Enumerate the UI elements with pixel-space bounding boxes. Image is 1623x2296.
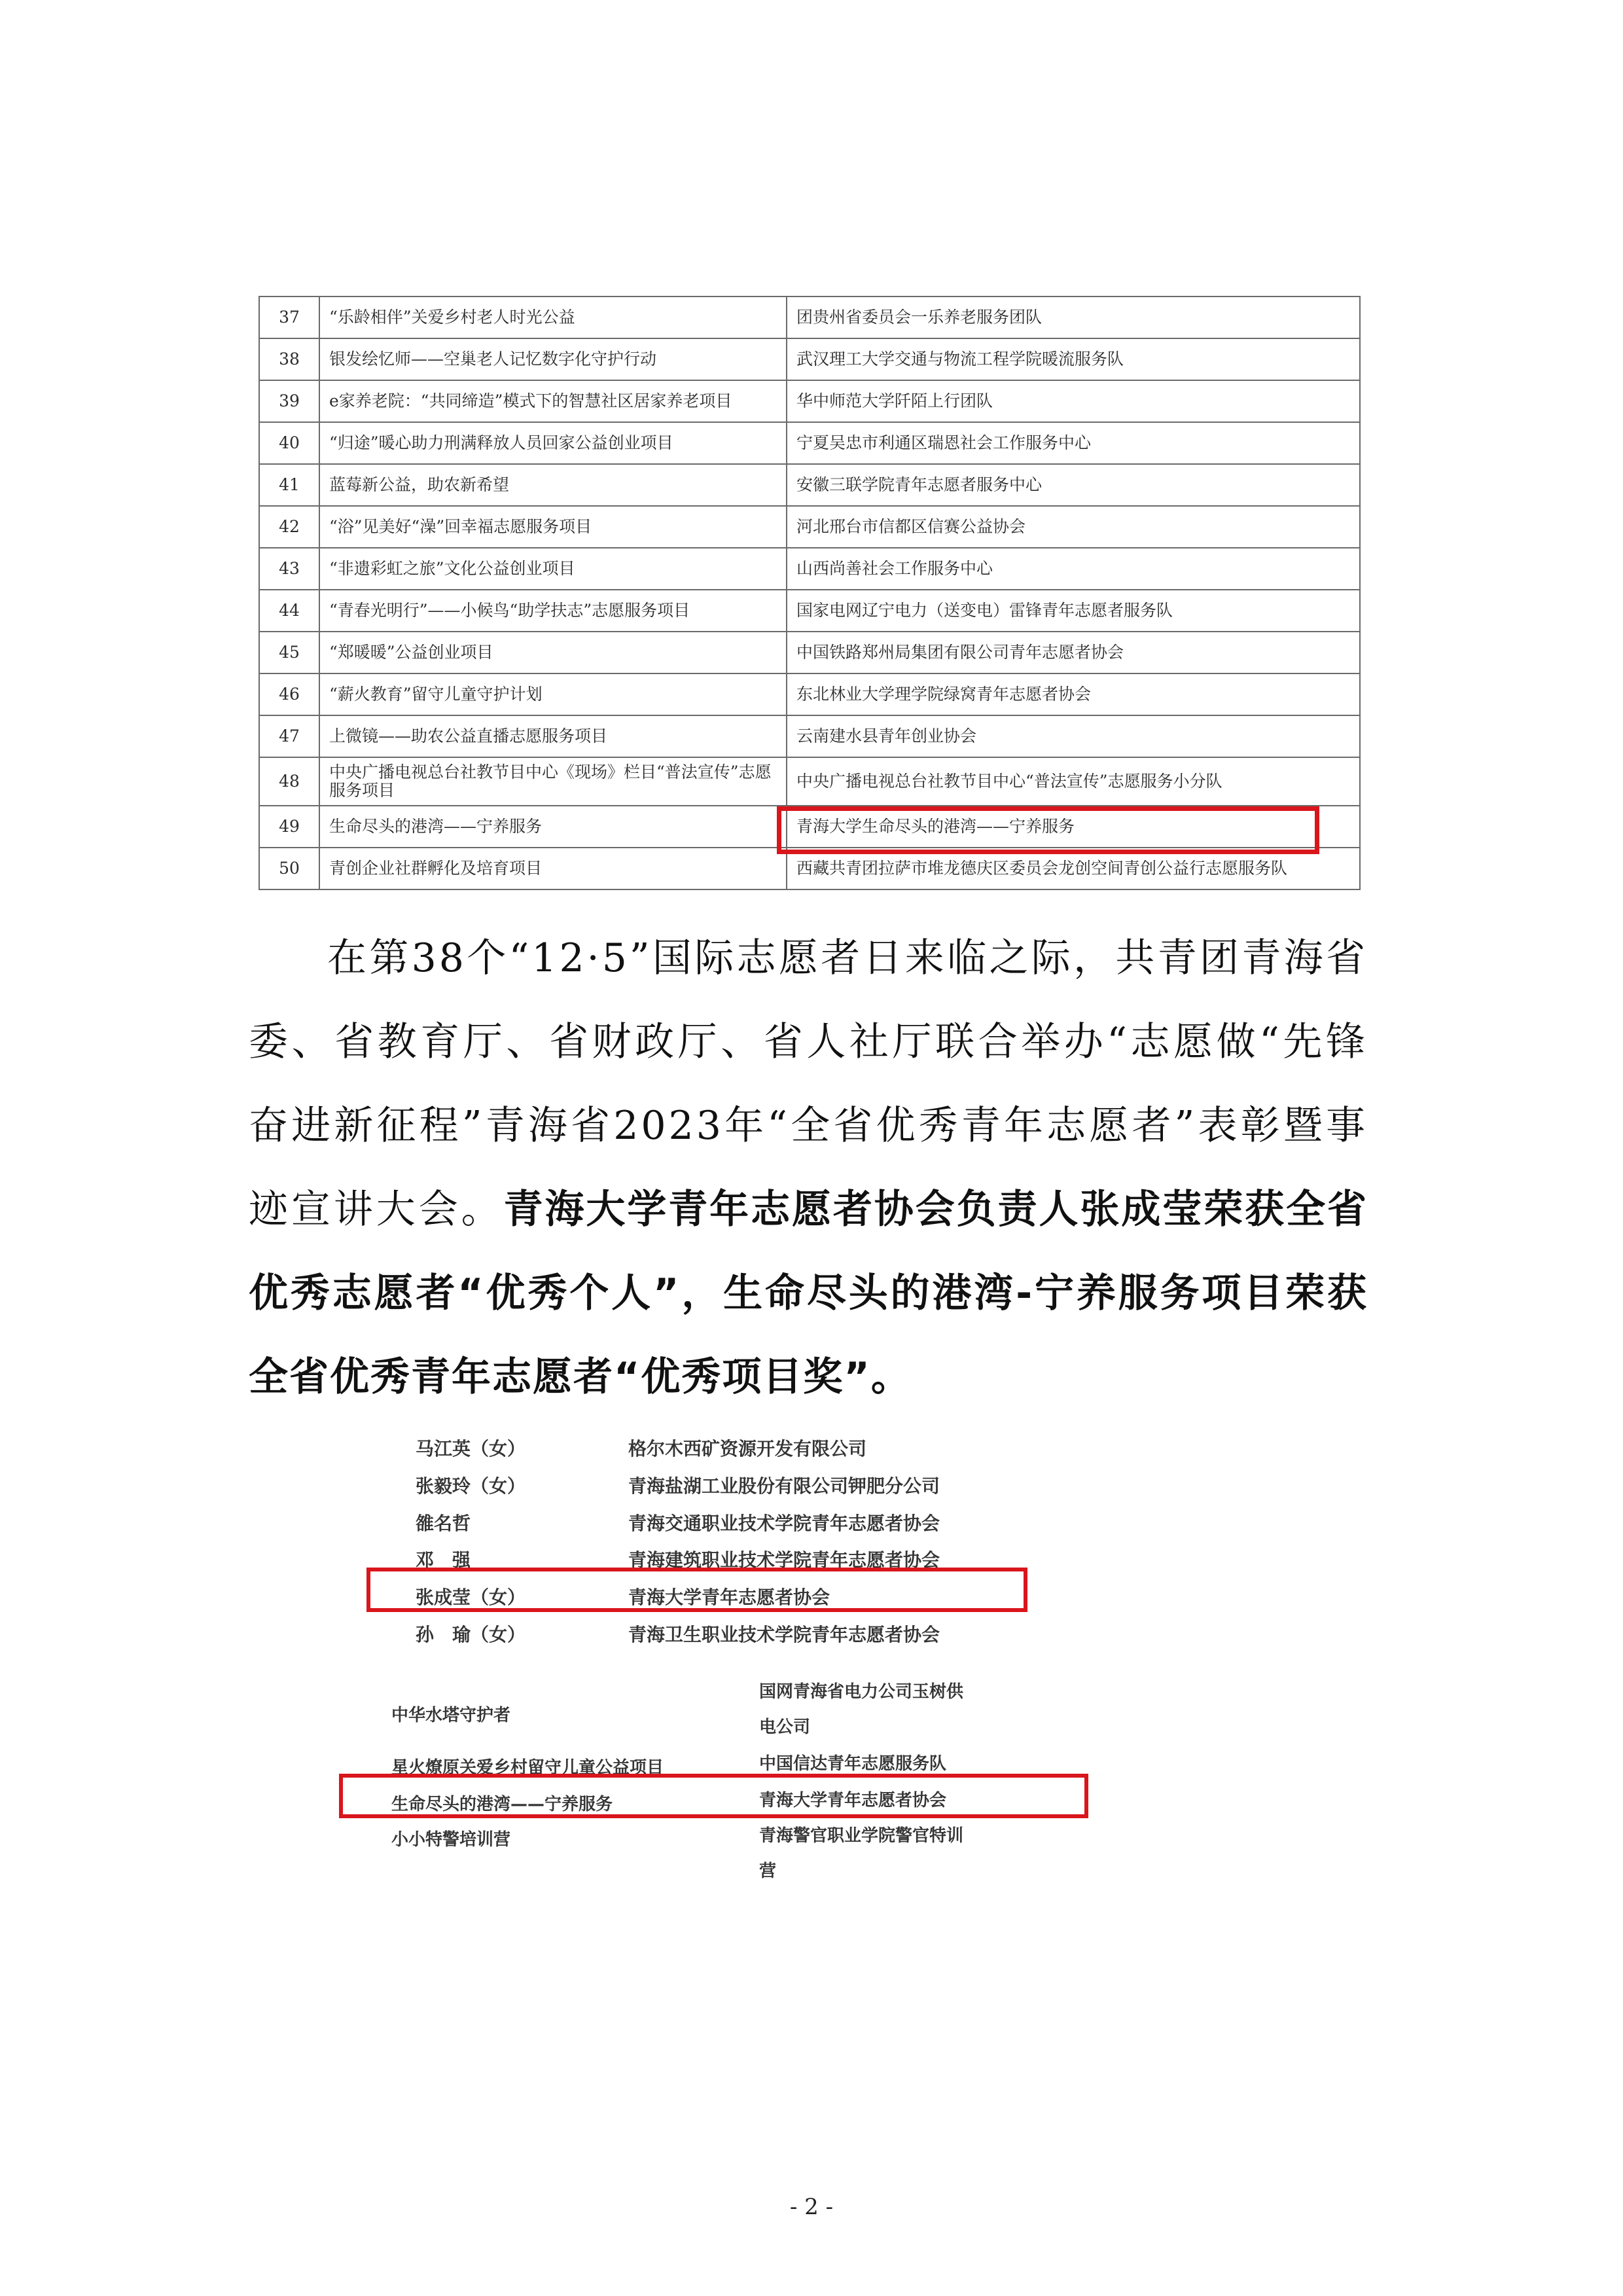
project-row: [391, 1682, 1046, 1761]
row-organization: 青海大学生命尽头的港湾——宁养服务: [787, 806, 1360, 848]
row-number: 49: [259, 806, 319, 848]
project-organization-line1: 青海警官职业学院警官特训: [759, 1826, 964, 1846]
row-project: 青创企业社群孵化及培育项目: [319, 848, 787, 889]
individual-organization: 青海盐湖工业股份有限公司钾肥分公司: [628, 1475, 940, 1497]
table-row: [259, 506, 1360, 548]
project-organization-line1: 中国信达青年志愿服务队: [759, 1754, 947, 1774]
article-text-normal: 在第38个“12·5”国际志愿者日来临之际，共青团青海省委、省教育厅、省财政厅、省人社厅联合举办“志愿做“先锋 奋进新征程”青海省2023年“全省优秀青年志愿者”表彰暨事迹宣讲大会。: [249, 935, 1368, 1232]
article-body: [249, 916, 1368, 1419]
project-award-table: [259, 296, 1361, 890]
row-organization: 武汉理工大学交通与物流工程学院暖流服务队: [787, 338, 1360, 380]
table-row: [259, 296, 1360, 338]
project-name: 星火燎原关爱乡村留守儿童公益项目: [391, 1758, 664, 1778]
individual-row: [416, 1435, 1005, 1461]
row-organization: 宁夏吴忠市利通区瑞恩社会工作服务中心: [787, 422, 1360, 464]
article-paragraph: [249, 916, 1368, 1419]
row-project: 上微镜——助农公益直播志愿服务项目: [319, 715, 787, 757]
row-organization: 西藏共青团拉萨市堆龙德庆区委员会龙创空间青创公益行志愿服务队: [787, 848, 1360, 889]
row-project: “乐龄相伴”关爱乡村老人时光公益: [319, 296, 787, 338]
table-row: [259, 422, 1360, 464]
individual-name: 孙 瑜（女）: [416, 1624, 526, 1645]
individual-row: [416, 1472, 1005, 1498]
individual-organization: 青海交通职业技术学院青年志愿者协会: [628, 1513, 940, 1534]
individual-name: 张成莹（女）: [416, 1587, 526, 1608]
article-text-bold: 青海大学青年志愿者协会负责人张成莹荣获全省优秀志愿者“优秀个人”，生命尽头的港湾-宁养服务项目荣获全省优秀青年志愿者“优秀项目奖”。: [249, 1187, 1368, 1400]
row-number: 45: [259, 632, 319, 673]
table-row: [259, 757, 1360, 806]
individual-organization: 青海大学青年志愿者协会: [628, 1587, 830, 1608]
row-project: “薪火教育”留守儿童守护计划: [319, 673, 787, 715]
project-organization-line1: 青海大学青年志愿者协会: [759, 1791, 947, 1810]
row-project: 银发绘忆师——空巢老人记忆数字化守护行动: [319, 338, 787, 380]
row-organization: 国家电网辽宁电力（送变电）雷锋青年志愿者服务队: [787, 590, 1360, 632]
row-number: 40: [259, 422, 319, 464]
row-project: “青春光明行”——小候鸟“助学扶志”志愿服务项目: [319, 590, 787, 632]
individual-name: 马江英（女）: [416, 1438, 526, 1460]
row-organization: 山西尚善社会工作服务中心: [787, 548, 1360, 590]
row-number: 41: [259, 464, 319, 506]
row-organization: 中国铁路郑州局集团有限公司青年志愿者协会: [787, 632, 1360, 673]
individual-row: [416, 1621, 1005, 1647]
row-number: 48: [259, 757, 319, 806]
row-organization: 中央广播电视总台社教节目中心“普法宣传”志愿服务小分队: [787, 757, 1360, 806]
project-name: 生命尽头的港湾——宁养服务: [391, 1795, 613, 1814]
row-organization: 河北邢台市信都区信赛公益协会: [787, 506, 1360, 548]
row-number: 38: [259, 338, 319, 380]
project-organization-line2: 电公司: [759, 1717, 811, 1737]
project-name: 小小特警培训营: [391, 1830, 511, 1850]
highlight-box-project: [339, 1774, 1088, 1818]
individual-row: [416, 1509, 1005, 1535]
row-project: “浴”见美好“澡”回幸福志愿服务项目: [319, 506, 787, 548]
row-number: 50: [259, 848, 319, 889]
table-row: [259, 464, 1360, 506]
individual-organization: 青海卫生职业技术学院青年志愿者协会: [628, 1624, 940, 1645]
table-row: [259, 632, 1360, 673]
highlight-box-individual: [366, 1568, 1027, 1612]
individual-name: 雒名哲: [416, 1513, 471, 1534]
table-row: [259, 715, 1360, 757]
table-row: [259, 380, 1360, 422]
project-organization-line2: 营: [759, 1861, 777, 1881]
row-project: 生命尽头的港湾——宁养服务: [319, 806, 787, 848]
row-organization: 团贵州省委员会一乐养老服务团队: [787, 296, 1360, 338]
row-number: 37: [259, 296, 319, 338]
table-row: [259, 673, 1360, 715]
table-body: [259, 296, 1360, 889]
project-name: 中华水塔守护者: [391, 1706, 511, 1725]
row-number: 44: [259, 590, 319, 632]
row-project: “非遗彩虹之旅”文化公益创业项目: [319, 548, 787, 590]
table-row: [259, 548, 1360, 590]
row-number: 46: [259, 673, 319, 715]
row-organization: 云南建水县青年创业协会: [787, 715, 1360, 757]
row-project: 蓝莓新公益，助农新希望: [319, 464, 787, 506]
project-organization-line1: 国网青海省电力公司玉树供: [759, 1682, 964, 1702]
row-number: 47: [259, 715, 319, 757]
highlight-box-table-row-49: [777, 806, 1319, 854]
table-row: [259, 590, 1360, 632]
row-number: 43: [259, 548, 319, 590]
row-project: “归途”暖心助力刑满释放人员回家公益创业项目: [319, 422, 787, 464]
individual-organization: 青海建筑职业技术学院青年志愿者协会: [628, 1549, 940, 1571]
row-project: e家养老院：“共同缔造”模式下的智慧社区居家养老项目: [319, 380, 787, 422]
individual-name: 邓 强: [416, 1549, 471, 1571]
row-organization: 华中师范大学阡陌上行团队: [787, 380, 1360, 422]
row-organization: 东北林业大学理学院绿窝青年志愿者协会: [787, 673, 1360, 715]
table-row: [259, 338, 1360, 380]
individual-name: 张毅玲（女）: [416, 1475, 526, 1497]
project-organization: [759, 1674, 963, 1745]
row-project: “郑暖暖”公益创业项目: [319, 632, 787, 673]
project-organization: [759, 1818, 963, 1889]
individual-organization: 格尔木西矿资源开发有限公司: [628, 1438, 867, 1460]
row-number: 39: [259, 380, 319, 422]
page-number: - 2 -: [789, 2194, 834, 2220]
row-organization: 安徽三联学院青年志愿者服务中心: [787, 464, 1360, 506]
row-project: 中央广播电视总台社教节目中心《现场》栏目“普法宣传”志愿服务项目: [319, 757, 787, 806]
project-row: [391, 1826, 1046, 1885]
row-number: 42: [259, 506, 319, 548]
